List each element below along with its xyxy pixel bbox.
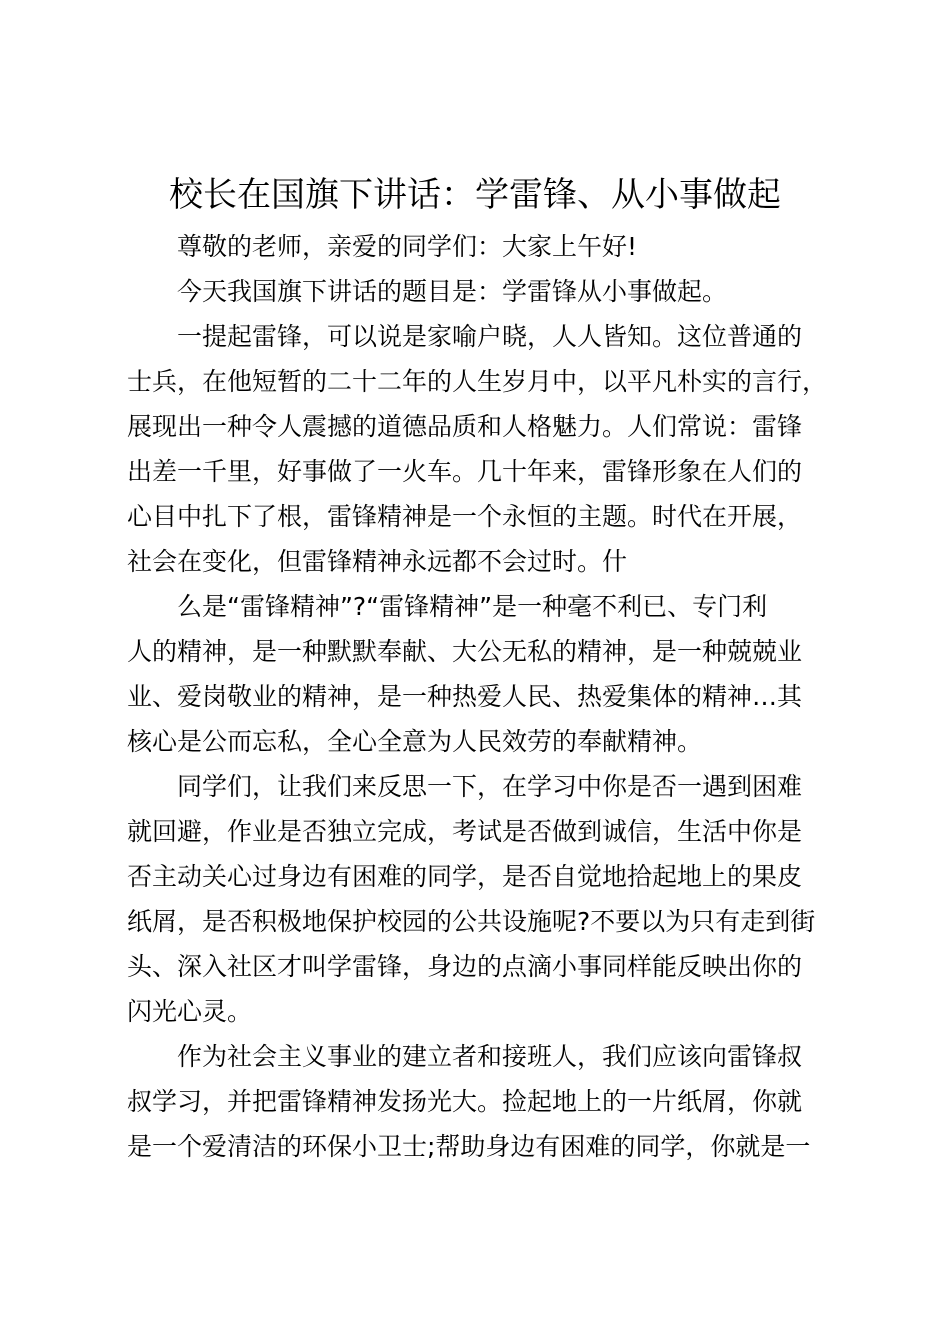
text-line: 核心是公而忘私，全心全意为人民效劳的奉献精神。 [127,727,703,756]
text-line: 人的精神，是一种默默奉献、大公无私的精神，是一种兢兢业 [127,637,803,666]
text-line: 展现出一种令人震撼的道德品质和人格魅力。人们常说：雷锋 [127,412,803,441]
text-line: 一提起雷锋，可以说是家喻户晓，人人皆知。这位普通的 [177,322,803,351]
text-line: 业、爱岗敬业的精神，是一种热爱人民、热爱集体的精神…其 [127,682,803,711]
text-line: 出差一千里，好事做了一火车。几十年来，雷锋形象在人们的 [127,457,803,486]
text-line: 社会在变化，但雷锋精神永远都不会过时。什 [127,547,628,576]
text-line: 否主动关心过身边有困难的同学，是否自觉地拾起地上的果皮 [127,862,803,891]
text-line: 是一个爱清洁的环保小卫士;帮助身边有困难的同学，你就是一 [127,1132,811,1161]
document-title: 校长在国旗下讲话：学雷锋、从小事做起 [169,175,781,215]
text-line: 士兵，在他短暂的二十二年的人生岁月中，以平凡朴实的言行， [127,367,828,396]
text-line: 纸屑，是否积极地保护校园的公共设施呢?不要以为只有走到街 [127,907,816,936]
text-line: 闪光心灵。 [127,997,253,1026]
text-line: 尊敬的老师，亲爱的同学们：大家上午好! [177,232,638,261]
text-line: 么是“雷锋精神”?“雷锋精神”是一种毫不利已、专门利 [177,592,768,621]
text-line: 今天我国旗下讲话的题目是：学雷锋从小事做起。 [177,277,728,306]
text-line: 心目中扎下了根，雷锋精神是一个永恒的主题。时代在开展， [127,502,803,531]
text-line: 就回避，作业是否独立完成，考试是否做到诚信，生活中你是 [127,817,803,846]
text-line: 同学们，让我们来反思一下，在学习中你是否一遇到困难 [177,772,803,801]
text-line: 作为社会主义事业的建立者和接班人，我们应该向雷锋叔 [177,1042,803,1071]
text-line: 叔学习，并把雷锋精神发扬光大。捡起地上的一片纸屑，你就 [127,1087,803,1116]
text-line: 头、深入社区才叫学雷锋，身边的点滴小事同样能反映出你的 [127,952,803,981]
document-body [127,224,862,1169]
